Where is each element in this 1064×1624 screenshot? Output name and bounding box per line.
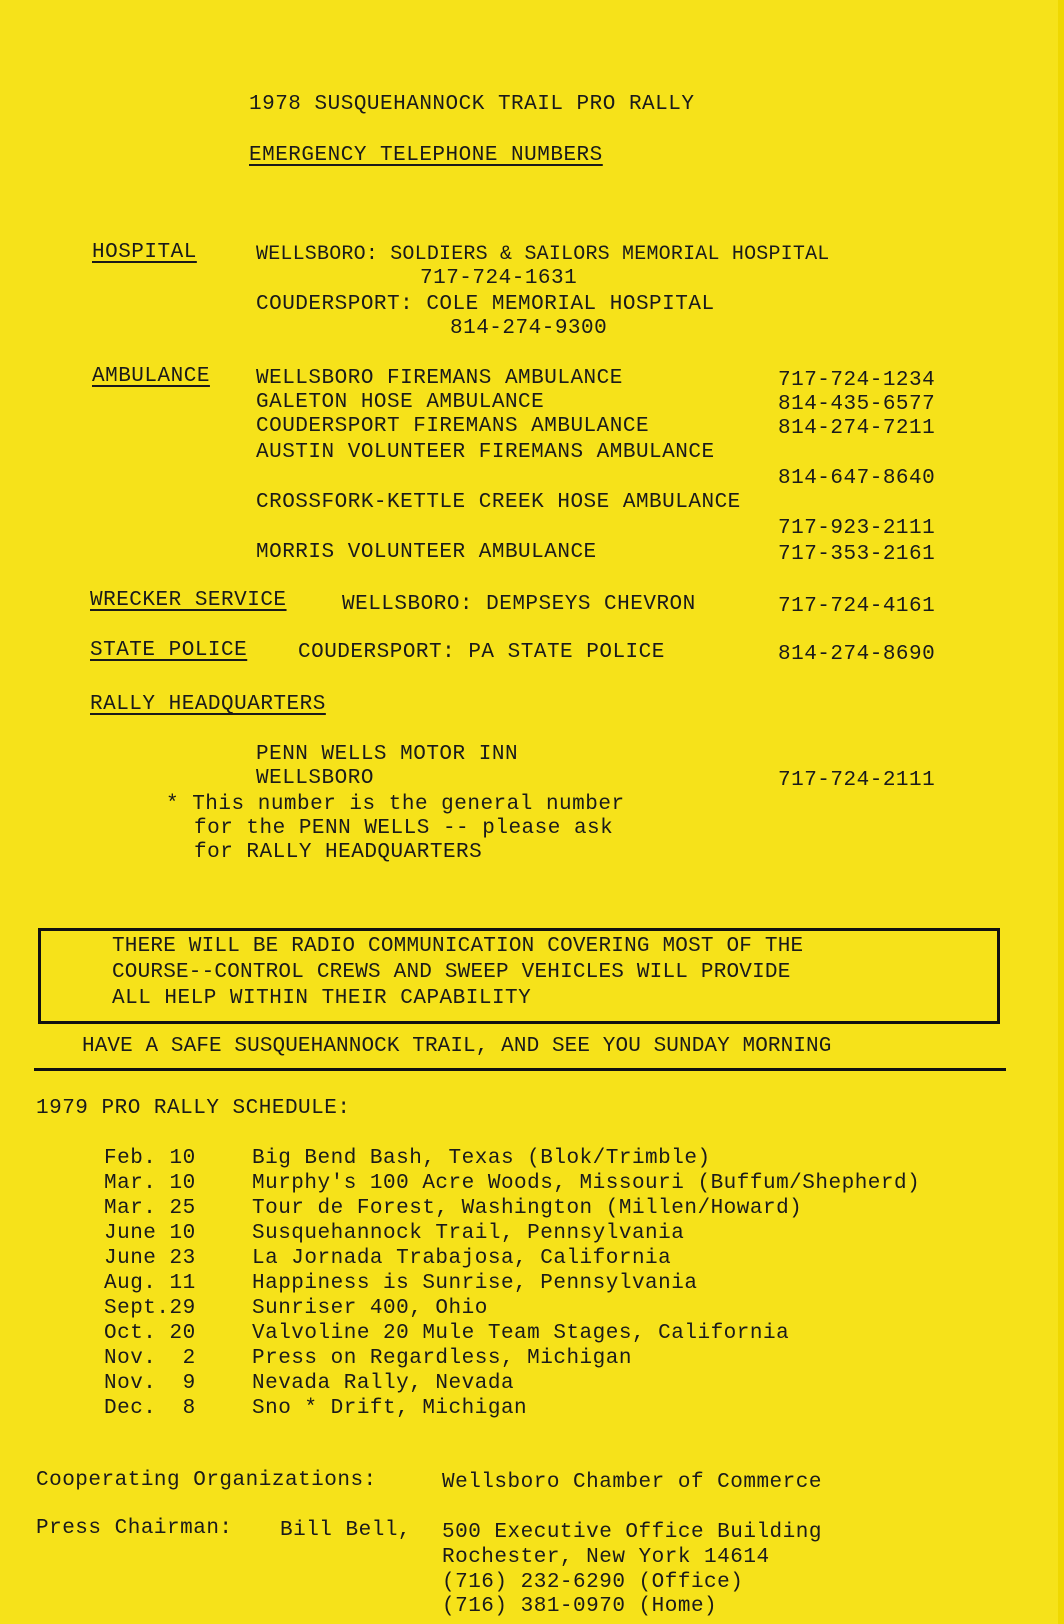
headquarters-phone: 717-724-2111: [778, 769, 936, 792]
ambulance-phone: 814-647-8640: [778, 467, 936, 490]
ambulance-name: MORRIS VOLUNTEER AMBULANCE: [256, 541, 597, 564]
schedule-event: La Jornada Trabajosa, California: [252, 1247, 672, 1270]
schedule-date: Mar. 25: [104, 1197, 196, 1220]
headquarters-line1: PENN WELLS MOTOR INN: [256, 743, 519, 766]
schedule-date: Nov. 2: [104, 1347, 196, 1370]
headquarters-line2: WELLSBORO: [256, 767, 374, 790]
headquarters-heading: RALLY HEADQUARTERS: [90, 693, 326, 716]
schedule-date: Mar. 10: [104, 1172, 196, 1195]
ambulance-phone: 717-923-2111: [778, 517, 936, 540]
ambulance-name: CROSSFORK-KETTLE CREEK HOSE AMBULANCE: [256, 491, 741, 514]
hospital-wellsboro-phone: 717-724-1631: [420, 267, 578, 290]
wrecker-heading: WRECKER SERVICE: [90, 589, 287, 612]
press-phone-office: (716) 232-6290 (Office): [442, 1571, 744, 1594]
headquarters-note: for RALLY HEADQUARTERS: [194, 841, 483, 864]
press-address: 500 Executive Office Building: [442, 1521, 822, 1544]
press-address: Rochester, New York 14614: [442, 1546, 770, 1569]
schedule-heading: 1979 PRO RALLY SCHEDULE:: [36, 1097, 351, 1120]
schedule-event: Big Bend Bash, Texas (Blok/Trimble): [252, 1147, 711, 1170]
schedule-event: Nevada Rally, Nevada: [252, 1372, 515, 1395]
farewell-line: HAVE A SAFE SUSQUEHANNOCK TRAIL, AND SEE YOU SUNDAY MORNING: [82, 1035, 832, 1058]
ambulance-name: GALETON HOSE AMBULANCE: [256, 391, 545, 414]
hospital-heading: HOSPITAL: [92, 241, 197, 264]
hospital-coudersport-phone: 814-274-9300: [450, 317, 608, 340]
document-title: 1978 SUSQUEHANNOCK TRAIL PRO RALLY: [249, 93, 695, 116]
divider: [34, 1068, 1006, 1071]
schedule-date: Sept.29: [104, 1297, 196, 1320]
police-heading: STATE POLICE: [90, 639, 248, 662]
schedule-event: Susquehannock Trail, Pennsylvania: [252, 1222, 685, 1245]
ambulance-heading: AMBULANCE: [92, 365, 210, 388]
press-name: Bill Bell,: [280, 1519, 412, 1542]
notice-line: COURSE--CONTROL CREWS AND SWEEP VEHICLES WILL PROVIDE: [112, 961, 791, 984]
schedule-event: Tour de Forest, Washington (Millen/Howard): [252, 1197, 803, 1220]
ambulance-phone: 717-724-1234: [778, 369, 936, 392]
ambulance-phone: 814-274-7211: [778, 417, 936, 440]
hospital-wellsboro: WELLSBORO: SOLDIERS & SAILORS MEMORIAL HOSPITAL: [256, 243, 830, 266]
press-phone-home: (716) 381-0970 (Home): [442, 1595, 718, 1618]
schedule-date: Dec. 8: [104, 1397, 196, 1420]
cooperating-label: Cooperating Organizations:: [36, 1469, 377, 1492]
headquarters-note: for the PENN WELLS -- please ask: [194, 817, 614, 840]
schedule-event: Sunriser 400, Ohio: [252, 1297, 488, 1320]
ambulance-name: WELLSBORO FIREMANS AMBULANCE: [256, 367, 623, 390]
schedule-date: June 23: [104, 1247, 196, 1270]
wrecker-text: WELLSBORO: DEMPSEYS CHEVRON: [342, 593, 696, 616]
hospital-coudersport: COUDERSPORT: COLE MEMORIAL HOSPITAL: [256, 293, 715, 316]
schedule-event: Happiness is Sunrise, Pennsylvania: [252, 1272, 698, 1295]
document-subtitle: EMERGENCY TELEPHONE NUMBERS: [249, 144, 603, 167]
ambulance-name: COUDERSPORT FIREMANS AMBULANCE: [256, 415, 650, 438]
schedule-event: Murphy's 100 Acre Woods, Missouri (Buffum/Shepherd): [252, 1172, 921, 1195]
headquarters-note: * This number is the general number: [166, 793, 625, 816]
schedule-event: Sno * Drift, Michigan: [252, 1397, 528, 1420]
ambulance-phone: 814-435-6577: [778, 393, 936, 416]
schedule-event: Valvoline 20 Mule Team Stages, California: [252, 1322, 790, 1345]
schedule-date: Aug. 11: [104, 1272, 196, 1295]
police-phone: 814-274-8690: [778, 643, 936, 666]
notice-line: ALL HELP WITHIN THEIR CAPABILITY: [112, 987, 532, 1010]
schedule-date: June 10: [104, 1222, 196, 1245]
ambulance-phone: 717-353-2161: [778, 543, 936, 566]
notice-line: THERE WILL BE RADIO COMMUNICATION COVERING MOST OF THE: [112, 935, 804, 958]
press-label: Press Chairman:: [36, 1517, 233, 1540]
schedule-date: Feb. 10: [104, 1147, 196, 1170]
schedule-event: Press on Regardless, Michigan: [252, 1347, 632, 1370]
schedule-date: Nov. 9: [104, 1372, 196, 1395]
wrecker-phone: 717-724-4161: [778, 595, 936, 618]
page-edge: [1058, 0, 1064, 1624]
cooperating-value: Wellsboro Chamber of Commerce: [442, 1471, 822, 1494]
schedule-date: Oct. 20: [104, 1322, 196, 1345]
ambulance-name: AUSTIN VOLUNTEER FIREMANS AMBULANCE: [256, 441, 715, 464]
police-text: COUDERSPORT: PA STATE POLICE: [298, 641, 665, 664]
